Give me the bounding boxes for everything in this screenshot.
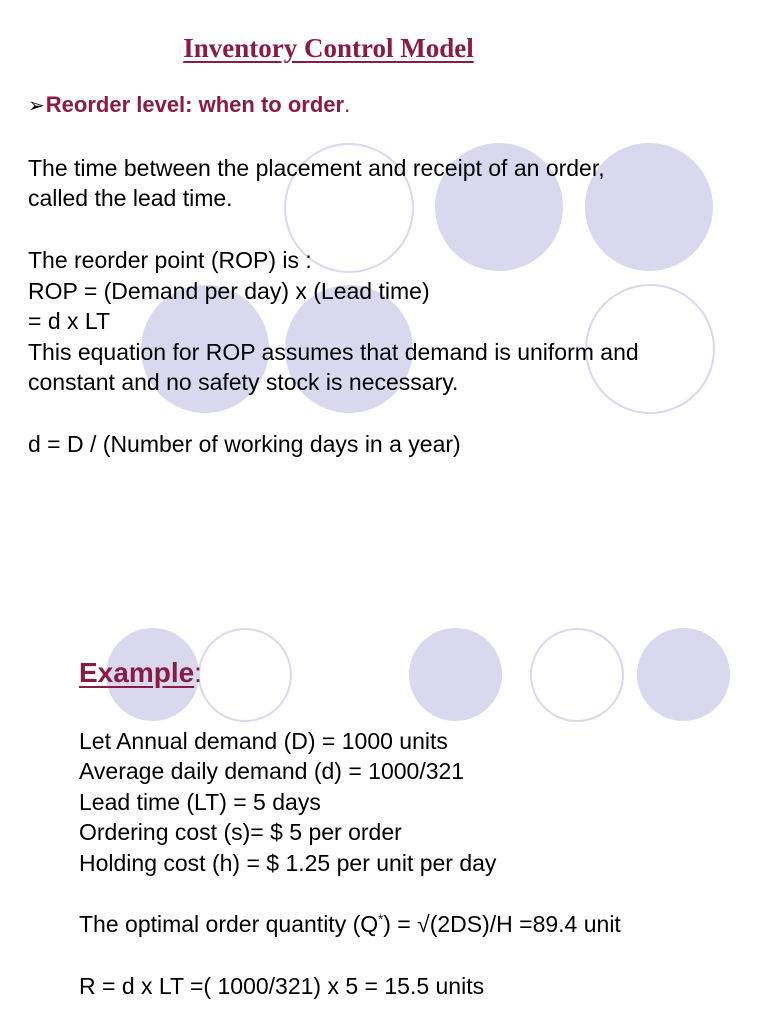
decorative-circle	[409, 628, 502, 721]
lead-time-line: The time between the placement and receipt of an order,	[28, 155, 605, 181]
optimal-order-quantity	[79, 909, 621, 939]
lead-time-line: called the lead time.	[28, 185, 233, 211]
section-subheading	[28, 92, 350, 118]
subheading-suffix: .	[344, 92, 351, 117]
rop-line: constant and no safety stock is necessary.	[28, 369, 459, 395]
example-line: Holding cost (h) = $ 1.25 per unit per day	[79, 850, 497, 876]
optimal-superscript: *	[378, 911, 384, 927]
rop-line: ROP = (Demand per day) x (Lead time)	[28, 278, 430, 304]
daily-demand-formula: d = D / (Number of working days in a year)	[28, 431, 461, 457]
example-line: Let Annual demand (D) = 1000 units	[79, 728, 448, 754]
rop-line: = d x LT	[28, 308, 111, 334]
example-line: Average daily demand (d) = 1000/321	[79, 758, 465, 784]
reorder-result: R = d x LT =( 1000/321) x 5 = 15.5 units	[79, 973, 485, 999]
decorative-circle	[198, 628, 292, 722]
page-title: Inventory Control Model	[183, 33, 474, 63]
optimal-prefix: The optimal order quantity (Q	[79, 911, 379, 937]
example-heading-label: Example	[79, 657, 195, 688]
example-heading	[79, 657, 202, 689]
decorative-circle	[530, 628, 624, 722]
example-line: Ordering cost (s)= $ 5 per order	[79, 819, 402, 845]
rop-line: This equation for ROP assumes that demand is uniform and	[28, 339, 639, 365]
arrow-bullet-icon: ➢	[28, 95, 45, 117]
subheading-text: Reorder level: when to order	[45, 92, 345, 117]
optimal-suffix: ) = √(2DS)/H =89.4 unit	[383, 911, 621, 937]
example-heading-colon: :	[194, 657, 202, 688]
rop-line: The reorder point (ROP) is :	[28, 247, 312, 273]
decorative-circle	[637, 628, 730, 721]
example-line: Lead time (LT) = 5 days	[79, 789, 321, 815]
